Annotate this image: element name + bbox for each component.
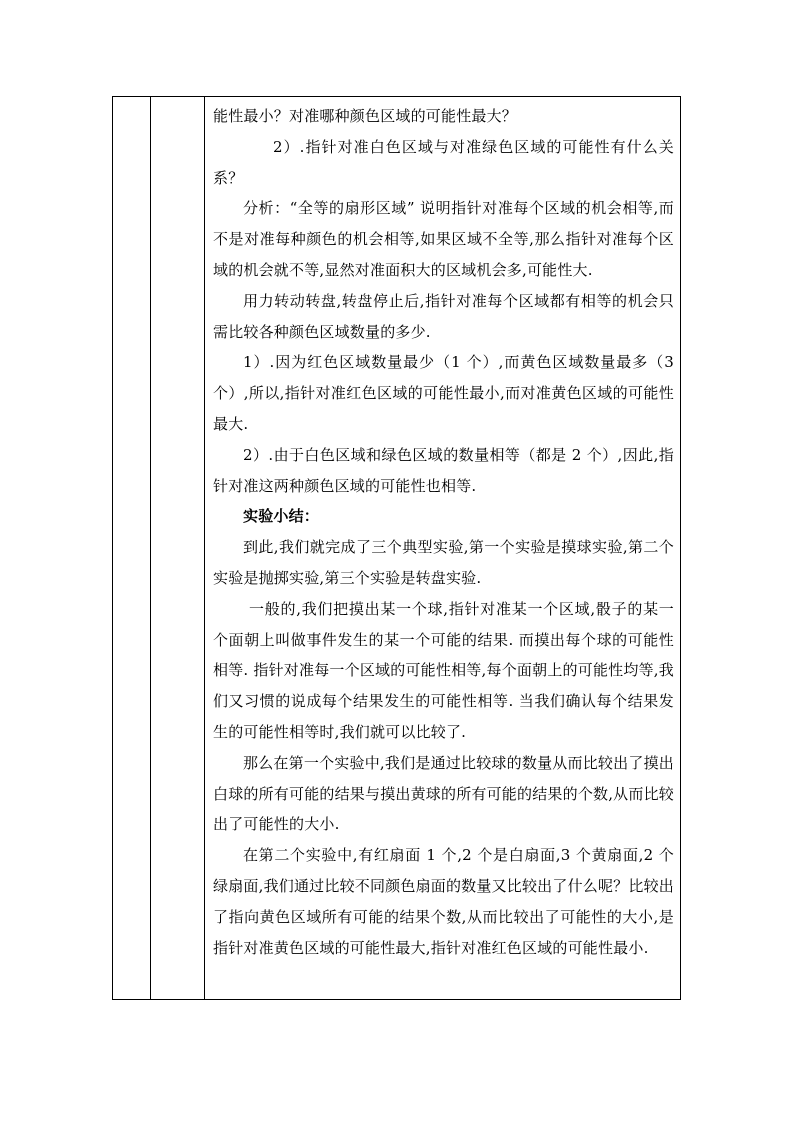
paragraph-question-end: 能性最小？对准哪种颜色区域的可能性最大？ [213,107,518,125]
paragraph-first-experiment: 那么在第一个实验中,我们是通过比较球的数量从而比较出了摸出白球的所有可能的结果与摸出黄球的所有可能的结果的个数,从而比较出了可能性的大小. [213,753,674,834]
paragraph-spin-method: 用力转动转盘,转盘停止后,指针对准每个区域都有相等的机会只需比较各种颜色区域数量的多少. [213,291,674,341]
column-divider-1 [150,97,151,999]
section-heading-summary: 实验小结： [243,507,320,526]
paragraph-summary-general: 一般的,我们把摸出某一个球,指针对准某一个区域,骰子的某一个面朝上叫做事件发生的某一个可能的结果. 而摸出每个球的可能性相等. 指针对准每一个区域的可能性相等,每个面朝上的可能性均等,我们又习惯的说成每个结果发生的可能性相等. 当我们确认每个结果发生的可能性相等时,我们就可以比较了. [213,599,674,741]
paragraph-question-2: 2）.指针对准白色区域与对准绿色区域的可能性有什么关系？ [213,137,674,187]
paragraph-answer-1: 1）.因为红色区域数量最少（1 个）,而黄色区域数量最多（3 个）,所以,指针对准红色区域的可能性最小,而对准黄色区域的可能性最大. [213,353,674,433]
paragraph-summary-intro: 到此,我们就完成了三个典型实验,第一个实验是摸球实验,第二个实验是抛掷实验,第三个实验是转盘实验. [213,538,674,587]
lesson-table [112,96,681,1000]
paragraph-analysis: 分析：“全等的扇形区域” 说明指针对准每个区域的机会相等,而不是对准每种颜色的机会相等,如果区域不全等,那么指针对准每个区域的机会就不等,显然对准面积大的区域机会多,可能性大. [213,199,674,279]
lesson-content-cell [205,97,680,999]
paragraph-second-experiment: 在第二个实验中,有红扇面 1 个,2 个是白扇面,3 个黄扇面,2 个绿扇面,我们通过比较不同颜色扇面的数量又比较出了什么呢？比较出了指向黄色区域所有可能的结果个数,从而比较出了可能性的大小,是指针对准黄色区域的可能性最大,指针对准红色区域的可能性最小. [213,846,674,957]
paragraph-answer-2: 2）.由于白色区域和绿色区域的数量相等（都是 2 个）,因此,指针对准这两种颜色区域的可能性也相等. [213,445,674,495]
